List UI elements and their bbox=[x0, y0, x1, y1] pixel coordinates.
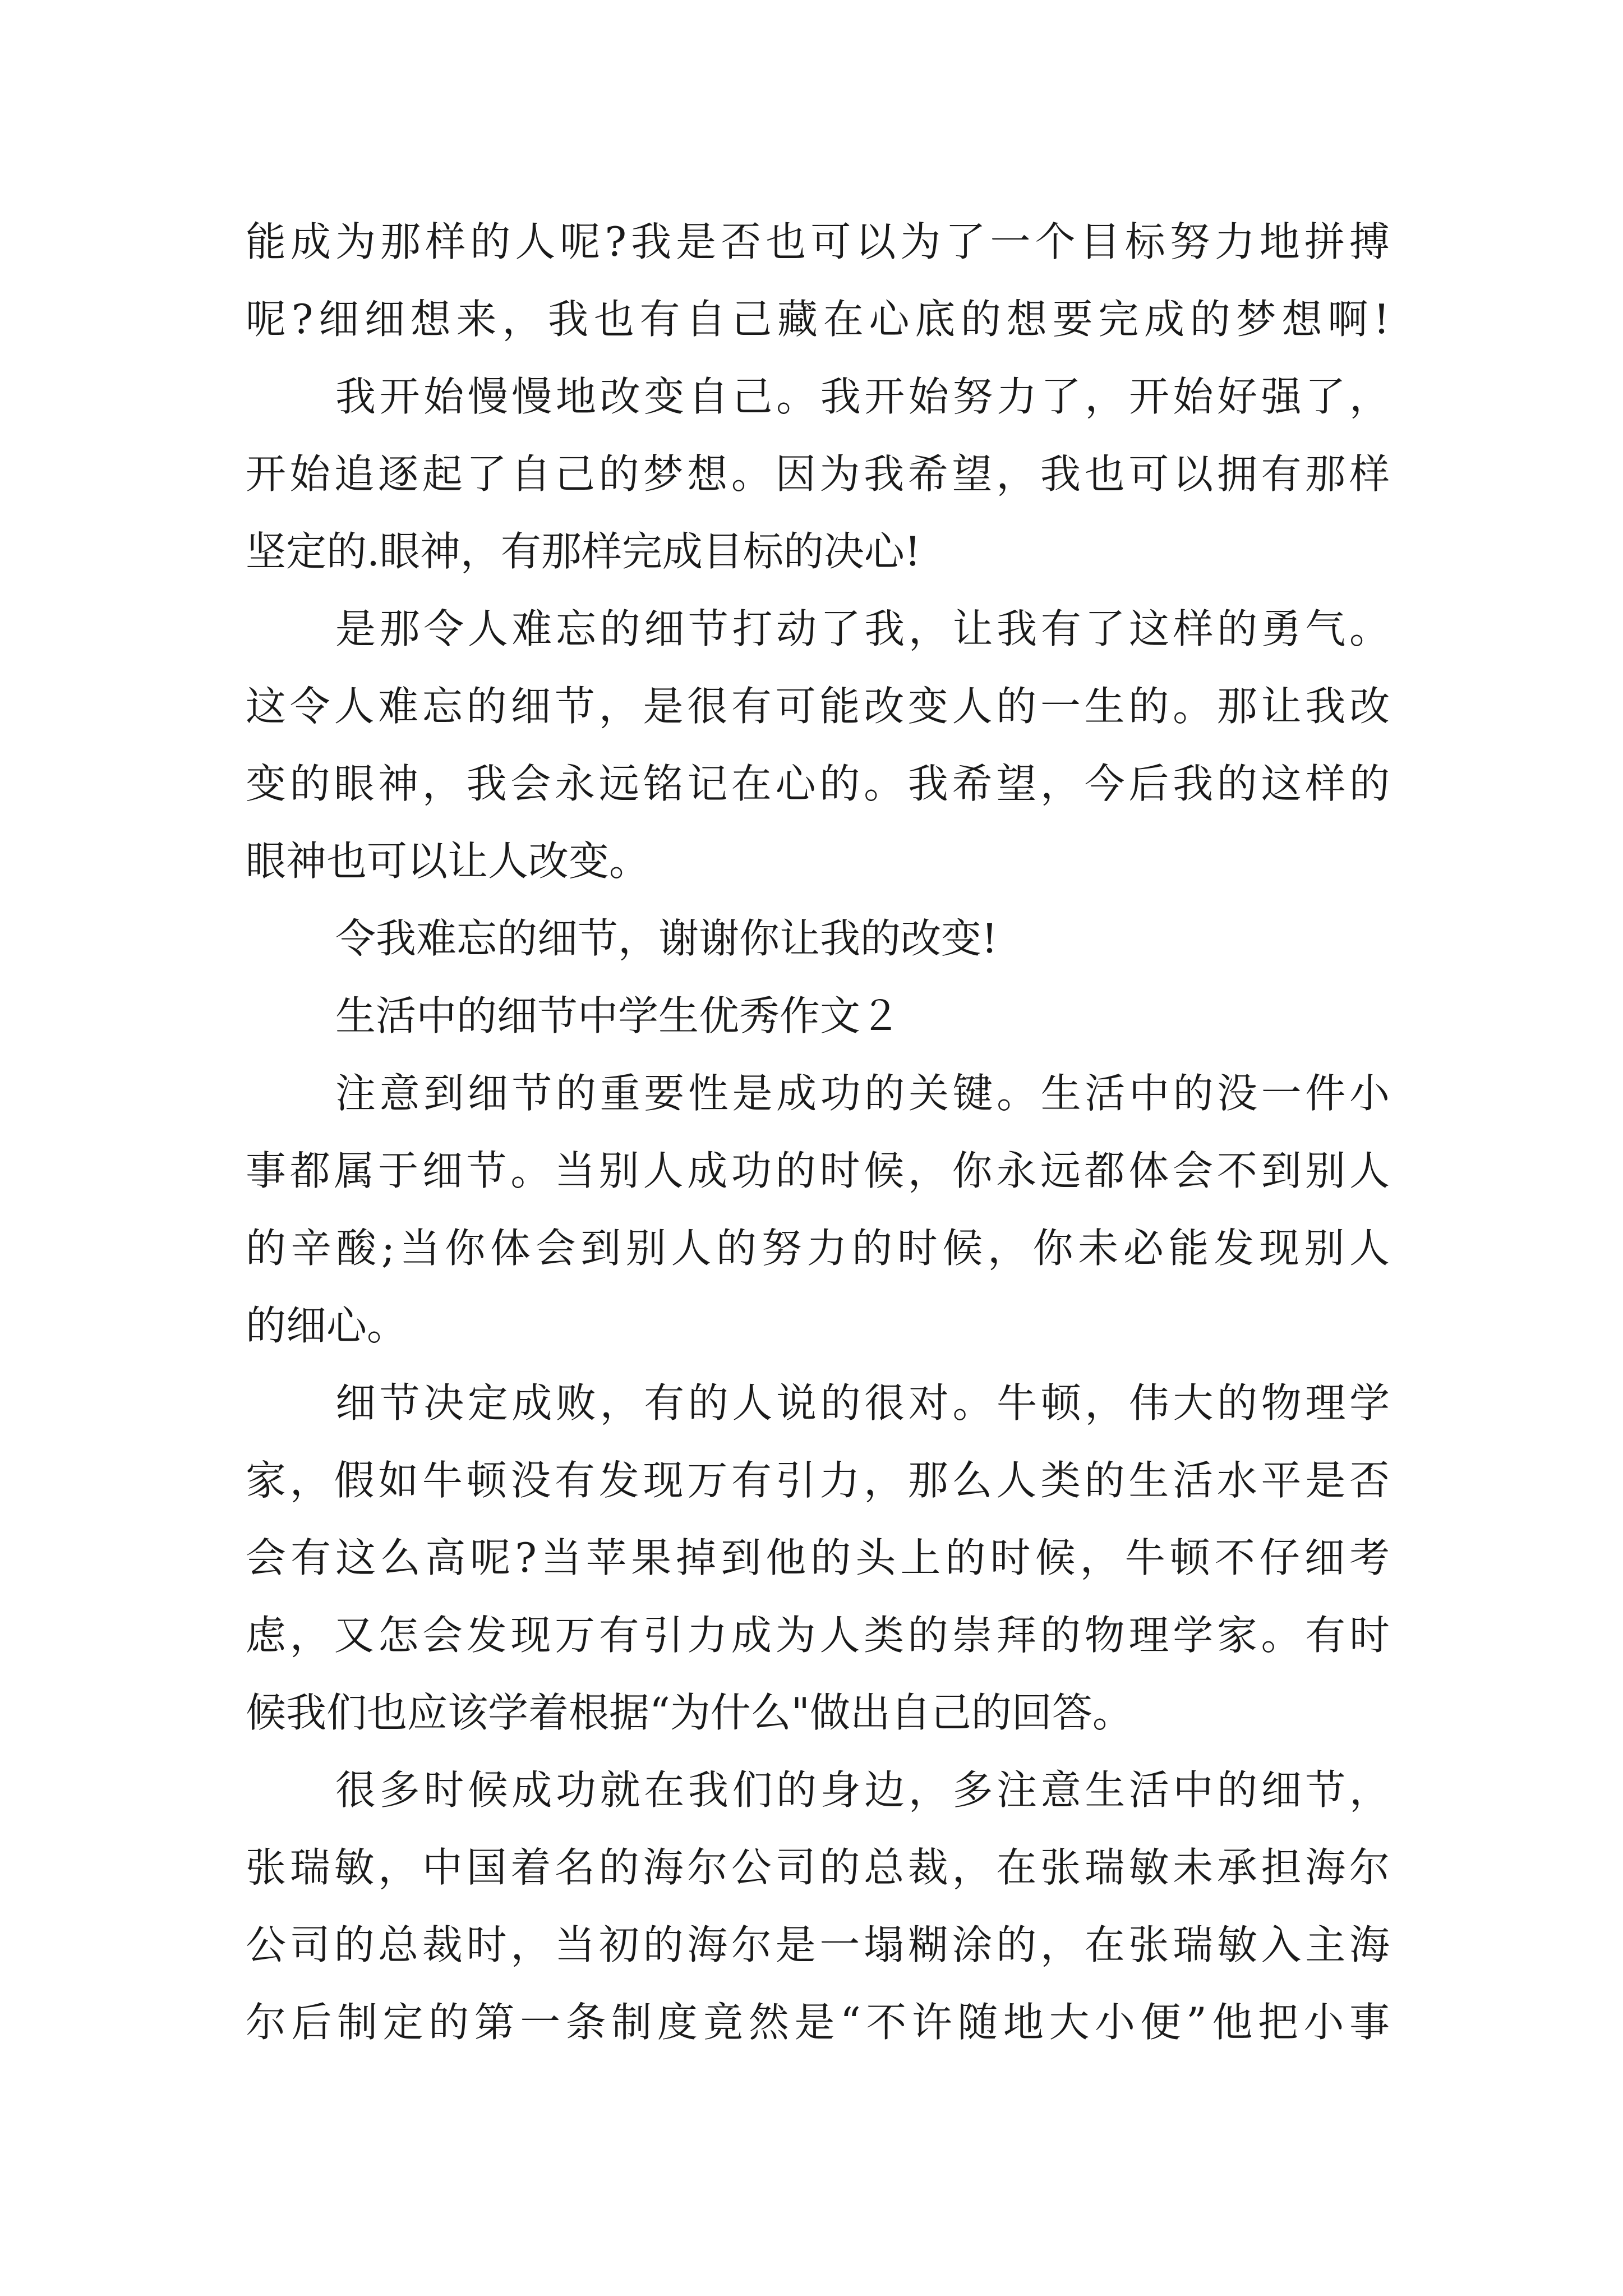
text-line: 虑，又怎会发现万有引力成为人类的崇拜的物理学家。有时 bbox=[246, 1612, 1390, 1659]
paragraph-start-line: 我开始慢慢地改变自己。我开始努力了，开始好强了， bbox=[335, 373, 1390, 420]
text-line: 事都属于细节。当别人成功的时候，你永远都体会不到别人 bbox=[246, 1147, 1390, 1194]
paragraph-start-line: 令我难忘的细节，谢谢你让我的改变! bbox=[335, 915, 998, 962]
text-line: 的细心。 bbox=[246, 1302, 408, 1349]
text-line: 开始追逐起了自己的梦想。因为我希望，我也可以拥有那样 bbox=[246, 450, 1390, 498]
text-line: 公司的总裁时，当初的海尔是一塌糊涂的，在张瑞敏入主海 bbox=[246, 1921, 1390, 1968]
text-line: 这令人难忘的细节，是很有可能改变人的一生的。那让我改 bbox=[246, 683, 1390, 730]
text-line: 的辛酸;当你体会到别人的努力的时候，你未必能发现别人 bbox=[246, 1225, 1390, 1272]
paragraph-start-line: 注意到细节的重要性是成功的关键。生活中的没一件小 bbox=[335, 1070, 1390, 1117]
paragraph-start-line: 很多时候成功就在我们的身边，多注意生活中的细节， bbox=[335, 1766, 1390, 1814]
text-line: 呢?细细想来，我也有自己藏在心底的想要完成的梦想啊! bbox=[246, 296, 1390, 343]
text-line: 眼神也可以让人改变。 bbox=[246, 838, 650, 885]
paragraph-start-line: 是那令人难忘的细节打动了我，让我有了这样的勇气。 bbox=[335, 605, 1390, 652]
text-line: 坚定的.眼神，有那样完成目标的决心! bbox=[246, 528, 921, 575]
text-line: 能成为那样的人呢?我是否也可以为了一个目标努力地拼搏 bbox=[246, 218, 1390, 265]
text-line: 尔后制定的第一条制度竟然是“不许随地大小便”他把小事 bbox=[246, 1999, 1390, 2046]
section-heading: 生活中的细节中学生优秀作文２ bbox=[335, 992, 901, 1039]
text-line: 变的眼神，我会永远铭记在心的。我希望，今后我的这样的 bbox=[246, 760, 1390, 807]
text-line: 会有这么高呢?当苹果掉到他的头上的时候，牛顿不仔细考 bbox=[246, 1534, 1390, 1581]
paragraph-start-line: 细节决定成败，有的人说的很对。牛顿，伟大的物理学 bbox=[335, 1379, 1390, 1427]
text-line: 家，假如牛顿没有发现万有引力，那么人类的生活水平是否 bbox=[246, 1457, 1390, 1504]
text-line: 候我们也应该学着根据“为什么"做出自己的回答。 bbox=[246, 1689, 1133, 1736]
essay-text-block bbox=[246, 203, 1390, 2061]
text-line: 张瑞敏，中国着名的海尔公司的总裁，在张瑞敏未承担海尔 bbox=[246, 1844, 1390, 1891]
